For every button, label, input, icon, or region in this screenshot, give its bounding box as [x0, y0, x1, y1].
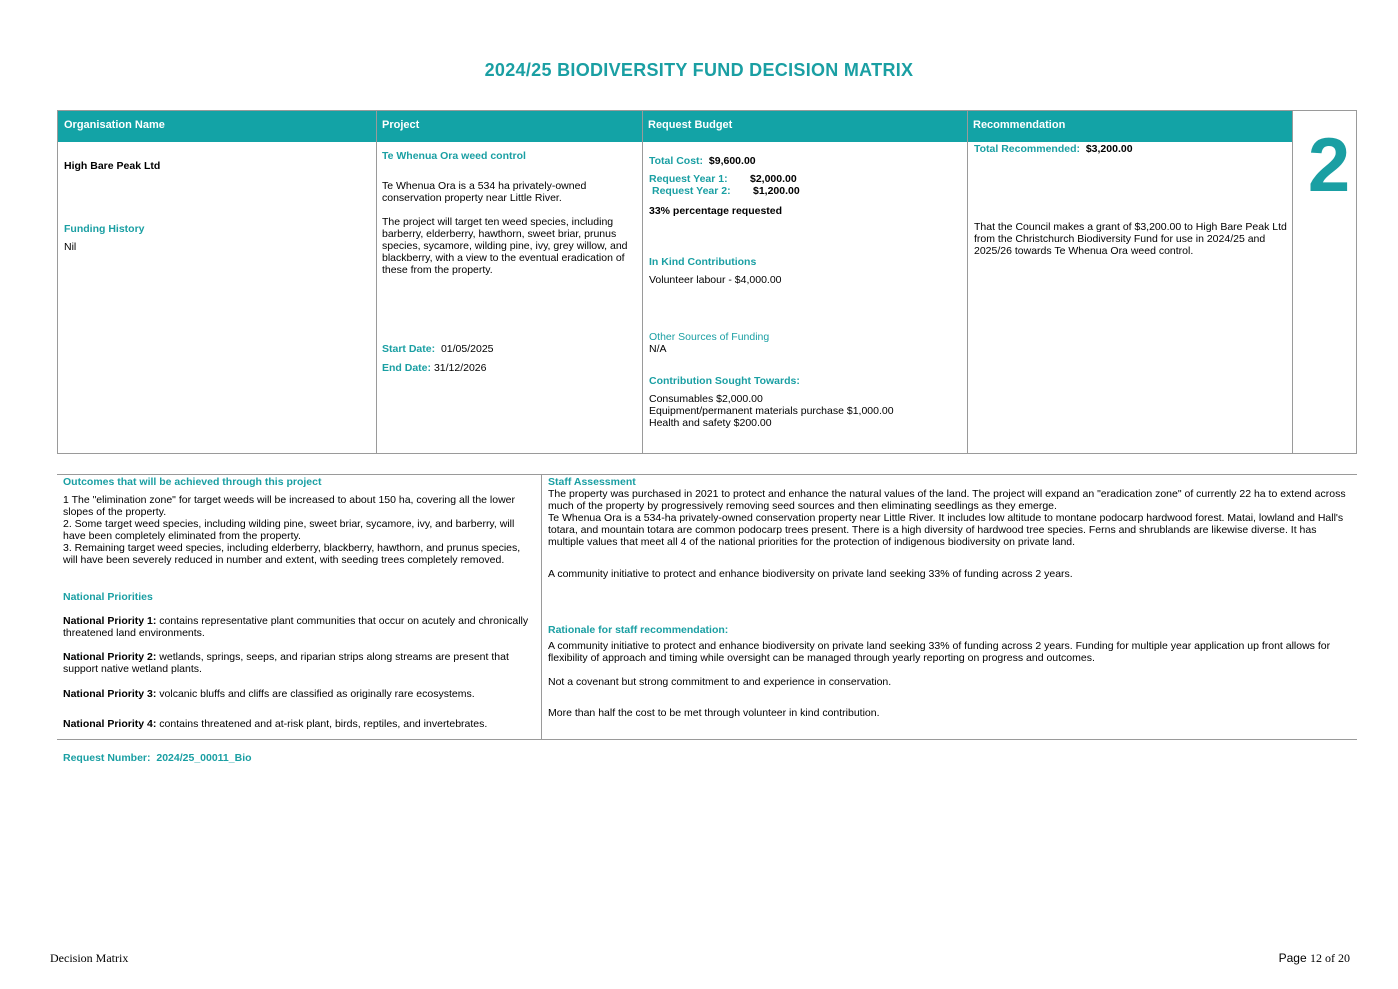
in-kind-label: In Kind Contributions: [649, 256, 757, 268]
national-priorities-heading: National Priorities: [63, 591, 153, 603]
funding-history-value: Nil: [64, 241, 77, 253]
rationale-heading: Rationale for staff recommendation:: [548, 624, 729, 636]
end-date: End Date: 31/12/2026: [382, 362, 487, 374]
contribution-sought-label: Contribution Sought Towards:: [649, 375, 800, 387]
outcome-item: 2. Some target weed species, including wilding pine, sweet briar, sycamore, ivy, and barberry, will have been completely eliminated from the property.: [63, 518, 515, 542]
staff-assessment-para-1: The property was purchased in 2021 to protect and enhance the natural values of the land. The project will expand an "eradication zone" of currently 22 ha to extend across much of the property by progressively removing seed sources and then eliminating seedlings as they emerge.: [548, 488, 1346, 512]
funding-history-label: Funding History: [64, 223, 145, 235]
header-organisation-name: Organisation Name: [58, 111, 376, 142]
staff-assessment-heading: Staff Assessment: [548, 476, 636, 488]
request-year-2-value: $1,200.00: [753, 185, 800, 197]
recommendation-cell: [967, 142, 1292, 453]
organisation-cell: [58, 142, 376, 453]
contribution-item: Equipment/permanent materials purchase $1,000.00: [649, 405, 894, 417]
header-project: Project: [376, 111, 642, 142]
page-title: 2024/25 BIODIVERSITY FUND DECISION MATRIX: [484, 60, 914, 80]
project-description-2: The project will target ten weed species, including barberry, elderberry, hawthorn, sweet briar, prunus species, sycamore, wilding pine, ivy, grey willow, and blackberry, with a view to the eventual eradication of these from the property.: [382, 216, 628, 276]
start-date: Start Date: 01/05/2025: [382, 343, 494, 355]
contribution-item: Health and safety $200.00: [649, 417, 772, 429]
national-priority-4: National Priority 4: contains threatened and at-risk plant, birds, reptiles, and invertebrates.: [63, 718, 488, 730]
total-recommended: Total Recommended: $3,200.00: [974, 143, 1133, 155]
project-description-1: Te Whenua Ora is a 534 ha privately-owned conservation property near Little River.: [382, 180, 587, 204]
total-cost: Total Cost: $9,600.00: [649, 155, 756, 167]
other-funding-label: Other Sources of Funding: [649, 331, 770, 343]
national-priority-2: National Priority 2: wetlands, springs, seeps, and riparian strips along streams are present that support native wetland plants.: [63, 651, 509, 675]
other-funding-value: N/A: [649, 343, 667, 355]
request-number: Request Number: 2024/25_00011_Bio: [63, 752, 252, 764]
assessment-section: [57, 474, 1357, 740]
contribution-sought-list: [649, 393, 894, 429]
in-kind-value: Volunteer labour - $4,000.00: [649, 274, 782, 286]
rationale-para-2: Not a covenant but strong commitment to and experience in conservation.: [548, 676, 892, 688]
staff-assessment-para-3: A community initiative to protect and enhance biodiversity on private land seeking 33% of funding across 2 years.: [548, 568, 1073, 580]
header-request-budget: Request Budget: [642, 111, 967, 142]
header-recommendation: Recommendation: [967, 111, 1292, 142]
rationale-para-3: More than half the cost to be met through volunteer in kind contribution.: [548, 707, 880, 719]
footer-document-name: Decision Matrix: [50, 951, 129, 965]
national-priority-1: National Priority 1: contains representative plant communities that occur on acutely and chronically threatened land environments.: [63, 615, 529, 639]
budget-cell: [642, 142, 967, 453]
footer-page-number: Page 12 of 20: [1278, 951, 1350, 965]
percentage-requested: 33% percentage requested: [649, 205, 783, 217]
rationale-para-1: A community initiative to protect and enhance biodiversity on private land seeking 33% of funding across 2 years. Funding for multiple year application up front allows for flexibility of approach and timing while oversight can be managed through yearly reporting on progress and outcomes.: [548, 640, 1331, 664]
recommendation-text: That the Council makes a grant of $3,200.00 to High Bare Peak Ltd from the Christchurch Biodiversity Fund for use in 2024/25 and 2025/26 towards Te Whenua Ora weed control.: [974, 221, 1287, 257]
staff-assessment-para-2: Te Whenua Ora is a 534-ha privately-owned conservation property near Little River. It includes low altitude to montane podocarp hardwood forest. Matai, lowland and Hall's totara, and mountain totara are common podocarp trees present. There is a high diversity of hardwood tree species. Ferns and shrublands are likewise diverse. It has multiple values that meet all 4 of the national priorities for the protection of indigenous biodiversity on private land.: [548, 512, 1344, 548]
project-name: Te Whenua Ora weed control: [382, 150, 526, 162]
project-cell: [376, 142, 642, 453]
decision-matrix-table: [57, 110, 1357, 454]
item-number: 2: [1307, 123, 1351, 208]
request-year-2: Request Year 2:: [652, 185, 731, 197]
contribution-item: Consumables $2,000.00: [649, 393, 763, 405]
request-year-1-value: $2,000.00: [750, 173, 797, 185]
outcomes-heading: Outcomes that will be achieved through this project: [63, 476, 322, 488]
national-priority-3: National Priority 3: volcanic bluffs and cliffs are classified as originally rare ecosystems.: [63, 688, 475, 700]
outcome-item: 1 The "elimination zone" for target weeds will be increased to about 150 ha, covering all the lower slopes of the property.: [63, 494, 516, 518]
request-year-1: Request Year 1:: [649, 173, 728, 185]
outcomes-list: [63, 494, 533, 566]
outcome-item: 3. Remaining target weed species, including elderberry, blackberry, hawthorn, and prunus species, will have been severely reduced in number and extent, with seeding trees completely removed.: [63, 542, 521, 566]
organisation-name: High Bare Peak Ltd: [64, 160, 161, 172]
